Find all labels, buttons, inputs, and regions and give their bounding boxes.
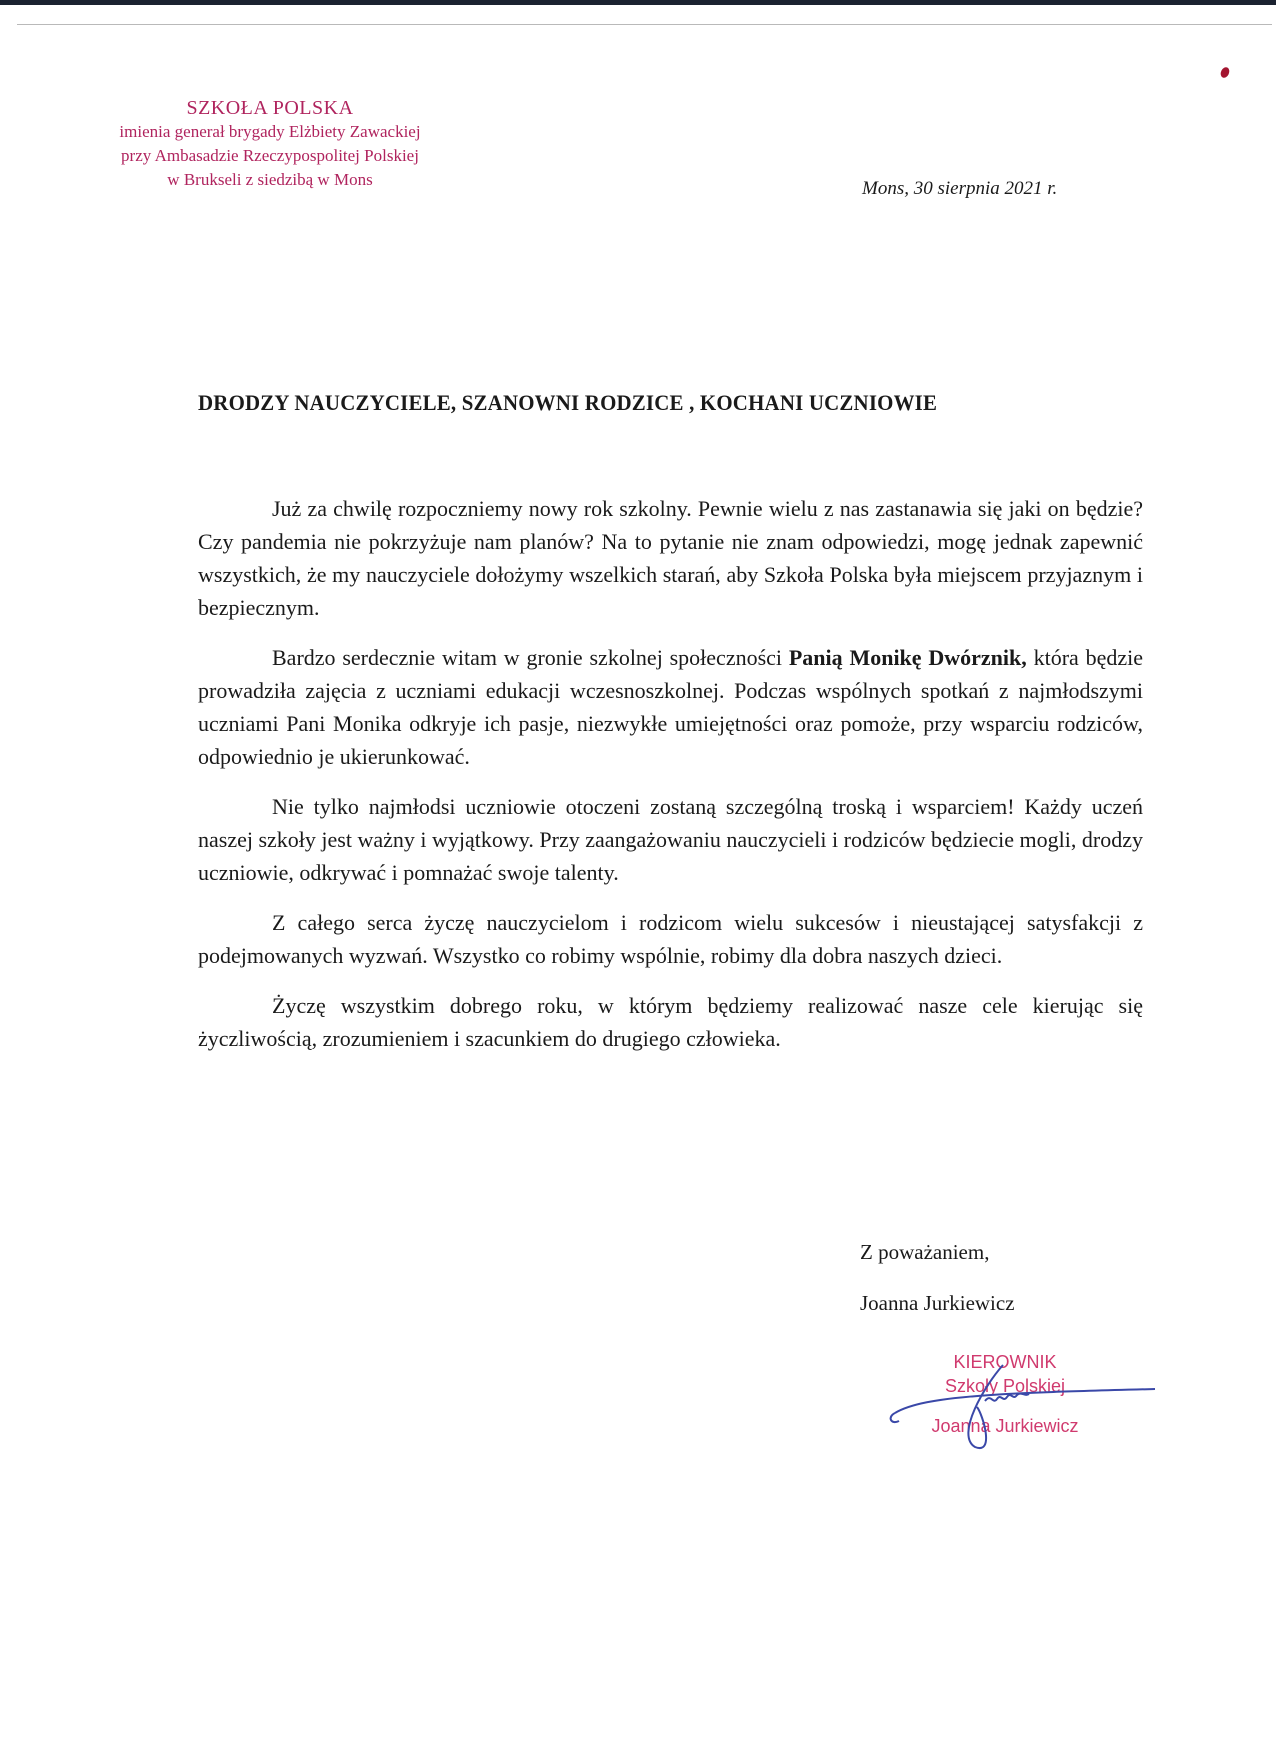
paragraph-4: Z całego serca życzę nauczycielom i rodzicom wielu sukcesów i nieustającej satysfakcji z podejmowanych wyzwań. Wszystko co robimy wspólnie, robimy dla dobra naszych dzieci. (198, 910, 1143, 968)
paragraph-2-text-b: która będzie prowadziła zajęcia z uczniami edukacji wczesnoszkolnej. Podczas wspólnych spotkań z najmłodszymi uczniami Pani Monika odkryje ich pasje, niezwykłe umiejętności oraz pomoże, przy wsparciu rodziców, odpowiednio je ukierunkować. (198, 645, 1143, 769)
school-letterhead (90, 96, 450, 192)
paragraph-2 (198, 641, 1143, 773)
paragraph-2-text-a: Bardzo serdecznie witam w gronie szkolnej społeczności (272, 645, 789, 670)
closing-block (860, 1240, 1015, 1342)
signatory-name: Joanna Jurkiewicz (860, 1291, 1015, 1315)
page-top-line (17, 24, 1272, 25)
closing-regards: Z poważaniem, (860, 1240, 990, 1264)
letterhead-line-1: imienia generał brygady Elżbiety Zawackiej (119, 122, 421, 141)
paragraph-5: Życzę wszystkim dobrego roku, w którym będziemy realizować nasze cele kierując się życzliwością, zrozumieniem i szacunkiem do drugiego człowieka. (198, 993, 1143, 1051)
letter-body (198, 492, 1143, 1072)
stamp-title: KIEROWNIK (953, 1352, 1057, 1372)
handwritten-signature-icon (885, 1355, 1165, 1465)
stamp-subtitle: Szkoły Polskiej (944, 1376, 1066, 1396)
stamp-name: Joanna Jurkiewicz (931, 1416, 1079, 1436)
ink-mark (1219, 66, 1231, 79)
paragraph-3: Nie tylko najmłodsi uczniowie otoczeni zostaną szczególną troską i wsparciem! Każdy uczeń naszej szkoły jest ważny i wyjątkowy. Przy zaangażowaniu nauczycieli i rodziców będziecie mogli, drodzy uczniowie, odkrywać i pomnażać swoje talenty. (198, 794, 1143, 885)
salutation-heading: DRODZY NAUCZYCIELE, SZANOWNI RODZICE , KOCHANI UCZNIOWIE (198, 390, 938, 415)
letterhead-line-2: przy Ambasadzie Rzeczypospolitej Polskiej (121, 146, 419, 165)
letterhead-line-3: w Brukseli z siedzibą w Mons (167, 170, 373, 189)
letter-date: Mons, 30 sierpnia 2021 r. (862, 178, 1058, 199)
teacher-name: Panią Monikę Dwórznik, (788, 645, 1027, 670)
paragraph-1: Już za chwilę rozpoczniemy nowy rok szkolny. Pewnie wielu z nas zastanawia się jaki on będzie? Czy pandemia nie pokrzyżuje nam planów? Na to pytanie nie znam odpowiedzi, mogę jednak zapewnić wszystkich, że my nauczyciele dołożymy wszelkich starań, aby Szkoła Polska była miejscem przyjaznym i bezpiecznym. (198, 496, 1143, 620)
scan-top-edge (0, 0, 1276, 5)
school-name: SZKOŁA POLSKA (186, 97, 354, 119)
